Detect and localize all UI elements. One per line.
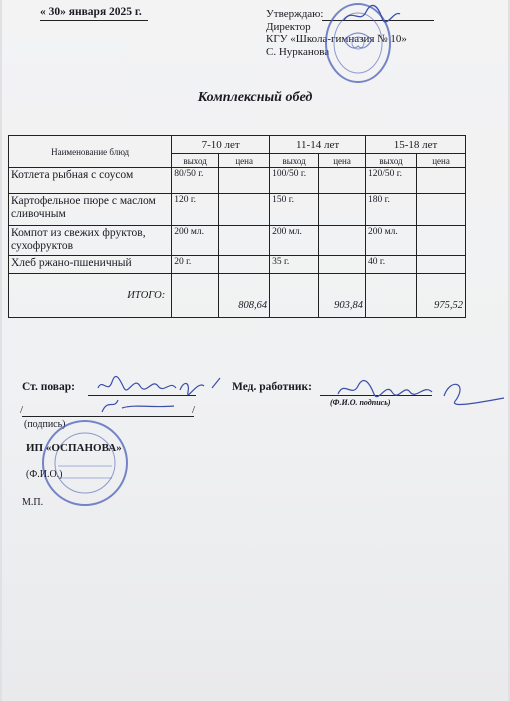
output-cell: 150 г. <box>270 194 319 226</box>
menu-table <box>8 135 466 318</box>
document-page <box>2 0 508 701</box>
price-cell <box>319 226 366 256</box>
output-cell: 100/50 г. <box>270 168 319 194</box>
sub-price: цена <box>219 154 270 168</box>
fio-signature-note: (Ф.И.О. подпись) <box>330 398 391 407</box>
approval-line-4: С. Нурканова <box>266 45 330 58</box>
page-title: Комплексный обед <box>197 90 313 105</box>
sub-price: цена <box>417 154 466 168</box>
cook-label: Ст. повар: <box>22 381 75 393</box>
sub-output: выход <box>172 154 219 168</box>
approval-line-2: Директор <box>266 20 311 33</box>
age-group-1: 7-10 лет <box>172 136 270 154</box>
price-cell <box>319 194 366 226</box>
signature-line-2 <box>22 416 194 417</box>
dish-name: Хлеб ржано-пшеничный <box>9 256 172 274</box>
director-signature-icon <box>342 4 402 26</box>
table-row <box>9 168 466 194</box>
output-cell <box>270 274 319 318</box>
output-cell: 40 г. <box>366 256 417 274</box>
output-cell: 20 г. <box>172 256 219 274</box>
stamp-place-label: М.П. <box>22 497 44 508</box>
date-underline <box>40 20 148 21</box>
col-name-header: Наименование блюд <box>9 136 172 168</box>
price-cell <box>219 256 270 274</box>
price-cell <box>219 226 270 256</box>
price-cell <box>417 256 466 274</box>
total-price-15-18: 975,52 <box>417 274 466 318</box>
total-row <box>9 274 466 318</box>
output-cell: 35 г. <box>270 256 319 274</box>
sub-price: цена <box>319 154 366 168</box>
output-cell: 80/50 г. <box>172 168 219 194</box>
price-cell <box>219 168 270 194</box>
table-row <box>9 256 466 274</box>
med-worker-signature-icon <box>332 374 508 410</box>
approval-line-1: Утверждаю: <box>266 8 324 20</box>
output-cell <box>172 274 219 318</box>
total-label: ИТОГО: <box>9 274 172 318</box>
signature-slash-left: / <box>20 404 24 416</box>
signature-caption: (подпись) <box>24 419 66 430</box>
age-group-3: 15-18 лет <box>366 136 466 154</box>
output-cell: 180 г. <box>366 194 417 226</box>
cook-signature-icon <box>94 368 234 416</box>
sub-output: выход <box>270 154 319 168</box>
price-cell <box>417 194 466 226</box>
dish-name: Котлета рыбная с соусом <box>9 168 172 194</box>
med-worker-label: Мед. работник: <box>232 381 312 393</box>
price-cell <box>319 168 366 194</box>
dish-name: Компот из свежих фруктов, сухофруктов <box>9 226 172 256</box>
output-cell: 120 г. <box>172 194 219 226</box>
output-cell: 120/50 г. <box>366 168 417 194</box>
dish-name: Картофельное пюре с маслом сливочным <box>9 194 172 226</box>
price-cell <box>417 226 466 256</box>
output-cell <box>366 274 417 318</box>
total-price-7-10: 808,64 <box>219 274 270 318</box>
output-cell: 200 мл. <box>366 226 417 256</box>
output-cell: 200 мл. <box>172 226 219 256</box>
total-price-11-14: 903,84 <box>319 274 366 318</box>
signature-slash-right: / <box>192 404 196 416</box>
ip-stamp-icon <box>40 418 130 508</box>
fio-label: (Ф.И.О.) <box>26 469 63 480</box>
ip-name: ИП «ОСПАНОВА» <box>26 442 122 454</box>
sub-output: выход <box>366 154 417 168</box>
price-cell <box>417 168 466 194</box>
price-cell <box>319 256 366 274</box>
price-cell <box>219 194 270 226</box>
output-cell: 200 мл. <box>270 226 319 256</box>
table-row <box>9 226 466 256</box>
age-group-2: 11-14 лет <box>270 136 366 154</box>
approval-line-3: КГУ «Школа-гимназия № 10» <box>266 33 407 45</box>
document-date: « 30» января 2025 г. <box>40 6 142 18</box>
table-row <box>9 194 466 226</box>
